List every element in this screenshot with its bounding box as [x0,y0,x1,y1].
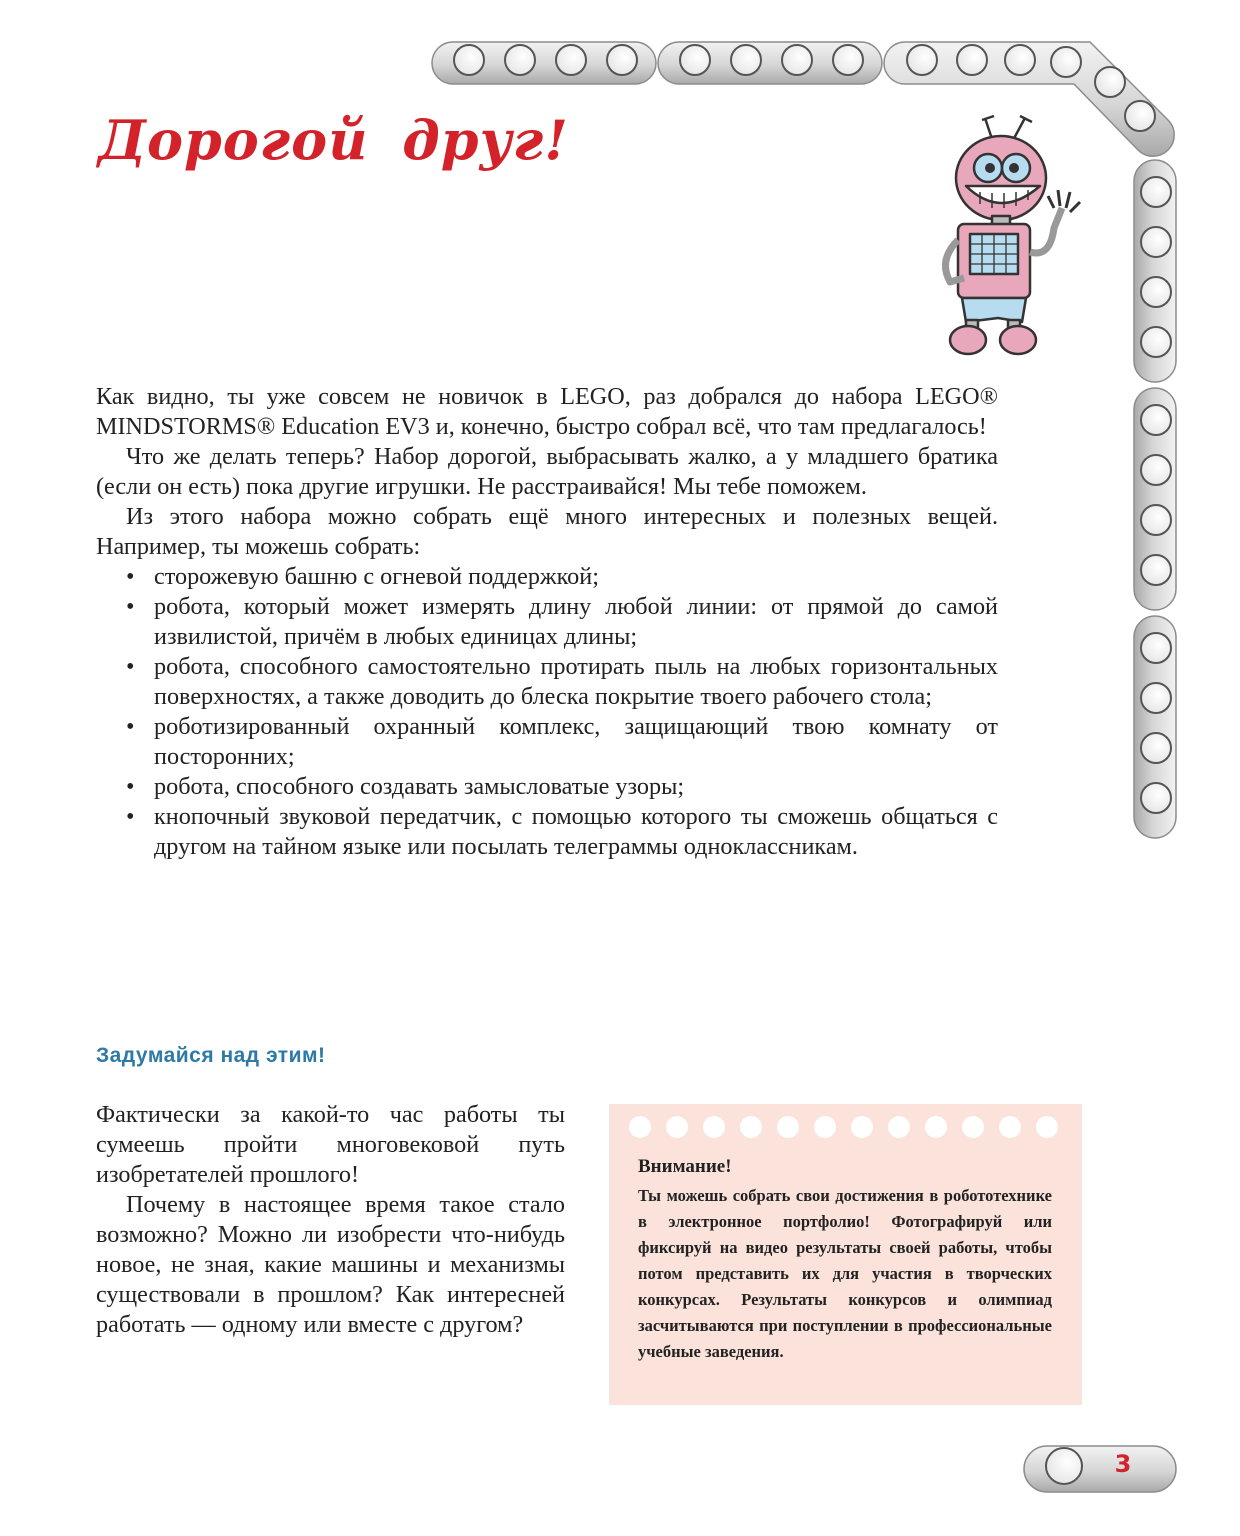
lego-beam-top-corner [884,42,1174,156]
page-title: Дорогой друг! [98,108,569,172]
note-text: Ты можешь собрать свои достижения в робототехнике в электронное портфолио! Фотографируй или фиксируй на видео результаты своей работы, чтобы потом представить их для участия в творческих конкурсах. Результаты конкурсов и олимпиад засчитываются при поступлении в профессиональные учебные заведения. [638,1186,1052,1361]
robot-illustration [946,116,1081,354]
lego-beam-right-3 [1134,616,1176,838]
intro-paragraph: Из этого набора можно собрать ещё много интересных и полезных вещей. Например, ты можешь собрать: [96,503,998,560]
lego-beam-top-1 [432,42,656,84]
intro-text [96,382,998,862]
list-item: • робота, способного самостоятельно протирать пыль на любых горизонтальных поверхностях, а также доводить до блеска покрытие твоего рабочего стола; [96,652,998,712]
note-binding-holes [629,1116,1069,1142]
intro-paragraph: Что же делать теперь? Набор дорогой, выбрасывать жалко, а у младшего братика (если он есть) пока другие игрушки. Не расстраивайся! Мы тебе поможем. [96,443,998,500]
list-item: • сторожевую башню с огневой поддержкой; [96,562,998,592]
note-title: Внимание! [638,1156,732,1177]
lego-beam-top-2 [658,42,882,84]
ideas-list [96,562,998,862]
section-heading: Задумайся над этим! [96,1044,326,1067]
attention-note [609,1104,1082,1405]
list-item: • кнопочный звуковой передатчик, с помощью которого ты сможешь общаться с другом на тайном языке или посылать телеграммы одноклассникам. [96,802,998,862]
page-number: 3 [1114,1450,1132,1478]
list-item: • робота, который может измерять длину любой линии: от прямой до самой извилистой, причём в любых единицах длины; [96,592,998,652]
lego-beam-right-1 [1134,160,1176,382]
section-text [96,1100,565,1340]
section-paragraph: Почему в настоящее время такое стало возможно? Можно ли изобрести что-нибудь новое, не зная, какие машины и механизмы существовали в прошлом? Как интересней работать — одному или вместе с другом? [96,1191,565,1338]
list-item: • роботизированный охранный комплекс, защищающий твою комнату от посторонних; [96,712,998,772]
lego-beam-right-2 [1134,388,1176,610]
list-item: • робота, способного создавать замысловатые узоры; [96,772,998,802]
page-number-beam [1024,1446,1176,1492]
section-paragraph: Фактически за какой-то час работы ты сумеешь пройти многовековой путь изобретателей прошлого! [96,1101,565,1188]
intro-paragraph: Как видно, ты уже совсем не новичок в LEGO, раз добрался до набора LEGO® MINDSTORMS® Education EV3 и, конечно, быстро собрал всё, что там предлагалось! [96,383,998,440]
